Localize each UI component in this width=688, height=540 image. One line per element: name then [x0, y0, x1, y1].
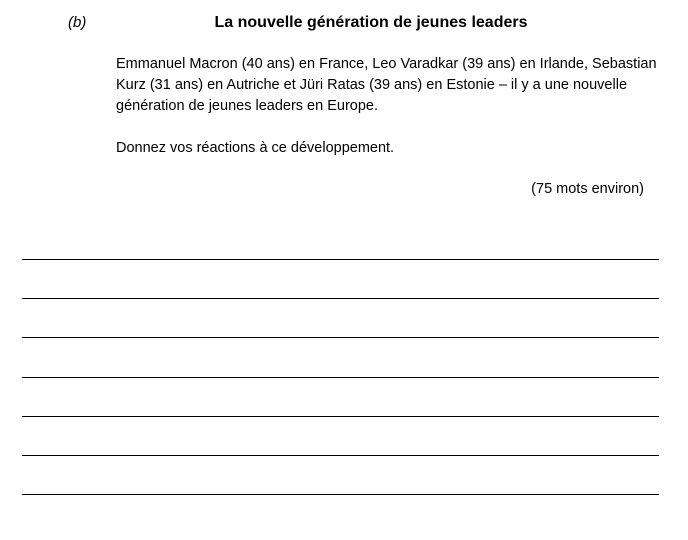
answer-line — [22, 455, 659, 456]
question-prompt: Donnez vos réactions à ce développement. — [116, 140, 395, 156]
answer-line — [22, 259, 659, 260]
answer-line — [22, 337, 659, 338]
question-intro: Emmanuel Macron (40 ans) en France, Leo Varadkar (39 ans) en Irlande, Sebastian Kurz (31 ans) en Autriche et Jüri Ratas (39 ans) en Estonie – il y a une nouvelle génération de jeunes leaders en Europe. — [116, 56, 657, 114]
answer-line — [22, 377, 659, 378]
question-title: La nouvelle génération de jeunes leaders — [214, 14, 528, 31]
answer-line — [22, 494, 659, 495]
question-part-label: (b) — [68, 14, 87, 31]
word-count-note: (75 mots environ) — [531, 181, 644, 197]
answer-line — [22, 298, 659, 299]
answer-lines — [22, 259, 659, 533]
answer-line — [22, 416, 659, 417]
